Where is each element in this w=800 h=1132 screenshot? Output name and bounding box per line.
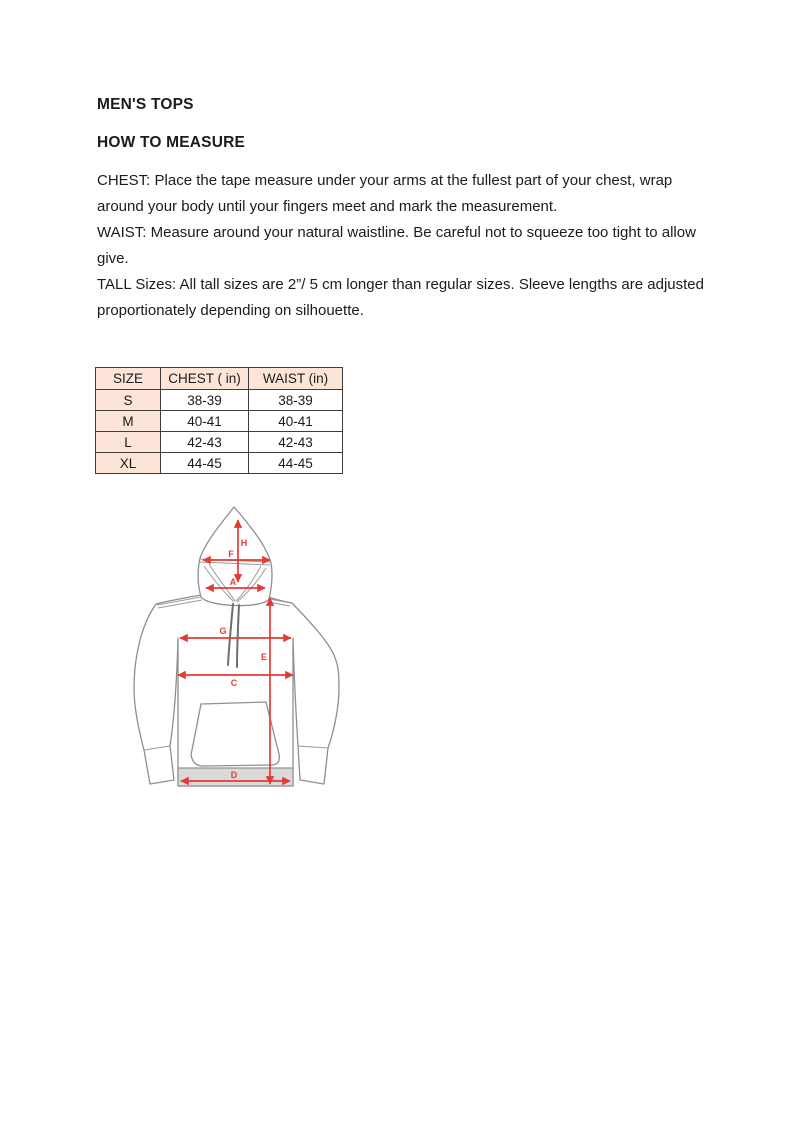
table-row (96, 390, 343, 411)
cell-chest: 38-39 (161, 390, 249, 411)
paragraph-chest: CHEST: Place the tape measure under your arms at the fullest part of your chest, wrap around your body until your fingers meet and mark the measurement. (97, 172, 673, 215)
body-length-label: E (260, 652, 268, 662)
paragraph-waist: WAIST: Measure around your natural waistline. Be careful not to squeeze too tight to allow give. (97, 224, 696, 267)
cell-chest: 44-45 (161, 453, 249, 474)
table-row (96, 432, 343, 453)
header-size: SIZE (96, 368, 161, 390)
cell-chest: 42-43 (161, 432, 249, 453)
page-title: MEN'S TOPS (97, 96, 194, 113)
header-chest: CHEST ( in) (161, 368, 249, 390)
hoodie-measurement-diagram (120, 494, 354, 796)
chest-width-label: G (219, 626, 227, 636)
table-header-row (96, 368, 343, 390)
cell-waist: 38-39 (249, 390, 343, 411)
cell-chest: 40-41 (161, 411, 249, 432)
table-row (96, 411, 343, 432)
section-heading: HOW TO MEASURE (97, 134, 246, 151)
hood-outline (198, 507, 272, 606)
cell-size: L (96, 432, 161, 453)
neck-width-label: A (229, 577, 237, 587)
cell-waist: 44-45 (249, 453, 343, 474)
bottom-width-label: D (230, 770, 238, 780)
size-chart-table (95, 367, 343, 474)
header-waist: WAIST (in) (249, 368, 343, 390)
hood-width-label: F (228, 549, 234, 559)
kangaroo-pocket (191, 702, 279, 766)
cell-size: XL (96, 453, 161, 474)
cell-waist: 42-43 (249, 432, 343, 453)
cell-size: M (96, 411, 161, 432)
hood-height-label: H (240, 538, 248, 548)
table-row (96, 453, 343, 474)
text-block (97, 96, 707, 324)
waist-width-label: C (230, 678, 238, 688)
paragraph-tall: TALL Sizes: All tall sizes are 2”/ 5 cm longer than regular sizes. Sleeve lengths are adjusted proportionately depending on silhouette. (97, 276, 704, 319)
cell-waist: 40-41 (249, 411, 343, 432)
cell-size: S (96, 390, 161, 411)
